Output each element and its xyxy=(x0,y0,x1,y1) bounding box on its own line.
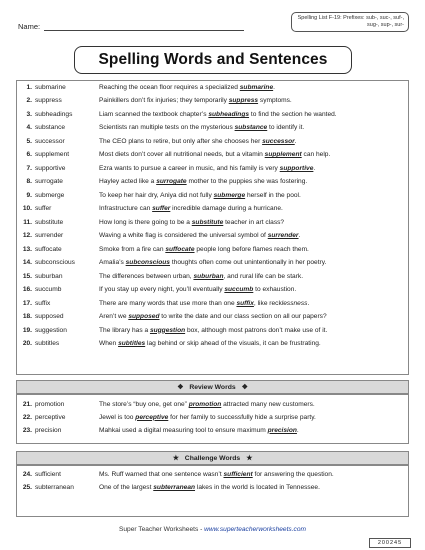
highlighted-word: suffer xyxy=(152,205,171,213)
example-sentence xyxy=(99,259,408,267)
sentence-text: lakes in the world is located in Tennessee. xyxy=(195,484,320,492)
example-sentence xyxy=(99,97,408,105)
word-number: 15. xyxy=(22,272,32,280)
word-row xyxy=(17,259,408,267)
example-sentence xyxy=(99,111,408,119)
highlighted-word: successor xyxy=(262,137,295,145)
word-number: 10. xyxy=(22,205,32,213)
sentence-text: The CEO plans to retire, but only after she chooses her xyxy=(99,137,263,145)
page-title: Spelling Words and Sentences xyxy=(98,51,328,68)
spelling-word: suffer xyxy=(35,205,52,213)
example-sentence xyxy=(99,151,408,159)
sentence-text: incredible damage during a hurricane. xyxy=(170,205,283,213)
spelling-word: suburban xyxy=(35,272,63,280)
example-sentence xyxy=(99,313,408,321)
word-row xyxy=(17,178,408,186)
word-row xyxy=(17,84,408,92)
spelling-word: succumb xyxy=(35,286,62,294)
sentence-text: people long before flames reach them. xyxy=(194,245,309,253)
example-sentence xyxy=(99,327,408,335)
italic-text: lessness xyxy=(281,299,308,307)
word-row xyxy=(17,192,408,200)
title-box xyxy=(74,46,352,74)
highlighted-word: precision xyxy=(267,426,297,434)
sentence-text: Ezra wants to pursue a career in music, and his family is very xyxy=(99,164,280,172)
word-number: 21. xyxy=(22,401,32,408)
word-number: 11. xyxy=(23,218,32,226)
highlighted-word: promotion xyxy=(188,401,222,408)
highlighted-word: subconscious xyxy=(125,259,170,267)
sentence-text: Aren’t we xyxy=(99,313,129,321)
sentence-text: . xyxy=(313,164,316,172)
highlighted-word: surrogate xyxy=(156,178,187,186)
challenge-words-heading: Challenge Words xyxy=(184,454,241,462)
spelling-list-box xyxy=(291,12,409,32)
sentence-text: Infrastructure can xyxy=(99,205,153,213)
word-row xyxy=(17,219,408,227)
highlighted-word: suffix xyxy=(236,299,254,307)
review-words-section xyxy=(16,394,409,444)
word-row xyxy=(17,111,408,119)
spelling-word: substance xyxy=(35,124,66,132)
sentence-text: to exhaustion. xyxy=(253,286,297,294)
sentence-text: Scientists ran multiple tests on the mysterious xyxy=(99,124,235,132)
spelling-word: supportive xyxy=(35,164,66,172)
spelling-word: substitute xyxy=(35,218,64,226)
word-row xyxy=(17,165,408,173)
spelling-list-line2: sug-, sup-, sur- xyxy=(367,22,404,28)
highlighted-word: surrender xyxy=(267,232,299,240)
word-row xyxy=(17,97,408,105)
example-sentence xyxy=(99,124,408,132)
highlighted-word: supplement xyxy=(264,151,302,159)
sentence-text: Reaching the ocean floor requires a specialized xyxy=(99,84,240,91)
worksheet-code: 200245 xyxy=(369,538,411,548)
word-row xyxy=(17,300,408,308)
highlighted-word: substitute xyxy=(191,218,224,226)
sentence-text: Amalia’s xyxy=(99,259,126,267)
diamond-icon: ❖ xyxy=(241,384,248,391)
sentence-text: attracted many new customers. xyxy=(221,401,315,408)
example-sentence xyxy=(99,286,408,294)
sentence-text: To keep her hair dry, Aniya did not fully xyxy=(99,191,214,199)
word-number: 14. xyxy=(22,259,32,267)
sentence-text: for answering the question. xyxy=(252,471,334,478)
sentence-text: The store’s “buy one, get one” xyxy=(99,401,189,408)
word-number: 8. xyxy=(26,178,32,186)
sentence-text: , and rural life can be stark. xyxy=(223,272,304,280)
example-sentence xyxy=(99,84,408,92)
word-row xyxy=(17,484,408,492)
word-number: 6. xyxy=(26,151,32,159)
example-sentence xyxy=(99,178,408,186)
sentence-text: . xyxy=(298,232,301,240)
example-sentence xyxy=(99,273,408,281)
spelling-word: sufficient xyxy=(35,471,61,478)
sentence-text: The library has a xyxy=(99,326,150,334)
word-number: 22. xyxy=(22,413,32,421)
spelling-word: subtitles xyxy=(35,340,60,348)
challenge-words-section xyxy=(16,465,409,517)
word-row xyxy=(17,273,408,281)
highlighted-word: subtitles xyxy=(118,340,146,348)
sentence-text: How long is there going to be a xyxy=(99,218,192,226)
example-sentence xyxy=(99,246,408,254)
word-number: 1. xyxy=(26,84,32,91)
sentence-text: thoughts often come out unintentionally in her poetry. xyxy=(169,259,327,267)
word-row xyxy=(17,401,408,409)
spelling-word: supplement xyxy=(35,151,70,159)
highlighted-word: supportive xyxy=(279,164,314,172)
sentence-text: lag behind or skip ahead of the visuals, it can be frustrating. xyxy=(145,340,321,348)
sentence-text: When xyxy=(99,340,119,348)
word-number: 20. xyxy=(22,340,32,348)
example-sentence xyxy=(99,300,408,308)
word-row xyxy=(17,138,408,146)
spelling-word: supposed xyxy=(35,313,64,321)
word-row xyxy=(17,205,408,213)
sentence-text: , like reck xyxy=(253,299,282,307)
word-number: 7. xyxy=(26,164,32,172)
word-row xyxy=(17,286,408,294)
sentence-text: If you stay up every night, you’ll eventually xyxy=(99,286,225,294)
spelling-word: perceptive xyxy=(35,413,66,421)
spelling-list-line1: Spelling List F-19: Prefixes: sub-, suc-, suf-, xyxy=(297,15,404,21)
spelling-word: subterranean xyxy=(35,484,74,492)
sentence-text: . xyxy=(294,137,297,145)
word-number: 16. xyxy=(22,286,32,294)
highlighted-word: suppress xyxy=(228,97,259,105)
review-words-banner xyxy=(16,380,409,394)
word-row xyxy=(17,246,408,254)
word-row xyxy=(17,327,408,335)
highlighted-word: suggestion xyxy=(149,326,186,334)
review-words-heading: Review Words xyxy=(189,383,236,391)
sentence-text: One of the largest xyxy=(99,484,154,492)
example-sentence xyxy=(99,414,408,422)
example-sentence xyxy=(99,219,408,227)
star-icon: ★ xyxy=(246,455,253,462)
spelling-word: suffocate xyxy=(35,245,62,253)
sentence-text: box, although most patrons don’t make use of it. xyxy=(185,326,328,334)
main-words-section xyxy=(16,80,409,375)
example-sentence xyxy=(99,138,408,146)
word-number: 19. xyxy=(22,326,32,334)
word-row xyxy=(17,151,408,159)
star-icon: ★ xyxy=(172,455,179,462)
word-row xyxy=(17,313,408,321)
word-row xyxy=(17,232,408,240)
example-sentence xyxy=(99,401,408,409)
example-sentence xyxy=(99,471,408,479)
sentence-text: to write the date and our class section on all our papers? xyxy=(159,313,327,321)
challenge-words-banner xyxy=(16,451,409,465)
name-field-row xyxy=(18,22,244,31)
word-row xyxy=(17,414,408,422)
word-number: 13. xyxy=(22,245,32,253)
word-row xyxy=(17,340,408,348)
word-row xyxy=(17,124,408,132)
highlighted-word: supposed xyxy=(128,313,160,321)
name-label: Name: xyxy=(18,22,41,31)
footer-link[interactable]: www.superteacherworksheets.com xyxy=(204,526,307,533)
sentence-text: Liam scanned the textbook chapter’s xyxy=(99,110,209,118)
spelling-word: subconscious xyxy=(35,259,75,267)
sentence-text: Smoke from a fire can xyxy=(99,245,166,253)
highlighted-word: subheadings xyxy=(208,110,250,118)
sentence-text: herself in the pool. xyxy=(245,191,301,199)
word-number: 18. xyxy=(22,313,32,321)
word-number: 24. xyxy=(22,471,32,478)
example-sentence xyxy=(99,165,408,173)
spelling-word: surrogate xyxy=(35,178,63,186)
word-number: 3. xyxy=(26,110,32,118)
name-line[interactable] xyxy=(44,22,244,31)
example-sentence xyxy=(99,192,408,200)
word-number: 23. xyxy=(22,426,32,434)
sentence-text: to identify it. xyxy=(267,124,305,132)
spelling-word: successor xyxy=(35,137,65,145)
sentence-text: The differences between urban, xyxy=(99,272,194,280)
sentence-text: Most diets don’t cover all nutritional needs, but a vitamin xyxy=(99,151,265,159)
highlighted-word: sufficient xyxy=(223,471,253,478)
word-row xyxy=(17,471,408,479)
highlighted-word: suffocate xyxy=(165,245,195,253)
sentence-text: mother to the puppies she was fostering. xyxy=(186,178,308,186)
highlighted-word: substance xyxy=(234,124,268,132)
spelling-word: precision xyxy=(35,426,62,434)
highlighted-word: suburban xyxy=(193,272,224,280)
highlighted-word: perceptive xyxy=(135,413,169,421)
diamond-icon: ❖ xyxy=(177,384,184,391)
word-number: 12. xyxy=(22,232,32,240)
sentence-text: Mahkai used a digital measuring tool to ensure maximum xyxy=(99,426,268,434)
example-sentence xyxy=(99,232,408,240)
spelling-word: subheadings xyxy=(35,110,73,118)
word-number: 5. xyxy=(26,137,32,145)
word-number: 25. xyxy=(22,484,32,492)
word-number: 9. xyxy=(26,191,32,199)
sentence-text: to find the section he wanted. xyxy=(249,110,337,118)
example-sentence xyxy=(99,205,408,213)
footer-text: Super Teacher Worksheets - xyxy=(118,526,205,533)
highlighted-word: succumb xyxy=(224,286,254,294)
footer xyxy=(0,526,425,533)
sentence-text: Jewel is too xyxy=(99,413,136,421)
sentence-text: . xyxy=(296,426,299,434)
sentence-text: can help. xyxy=(301,151,331,159)
highlighted-word: submerge xyxy=(213,191,246,199)
sentence-text: for her family to successfully hide a surprise party. xyxy=(168,413,316,421)
spelling-word: submarine xyxy=(35,84,66,91)
word-number: 2. xyxy=(26,97,32,105)
word-number: 4. xyxy=(26,124,32,132)
sentence-text: symptoms. xyxy=(258,97,292,105)
example-sentence xyxy=(99,340,408,348)
spelling-word: suggestion xyxy=(35,326,67,334)
spelling-word: promotion xyxy=(35,401,65,408)
word-row xyxy=(17,427,408,435)
sentence-text: Ms. Ruff warned that one sentence wasn’t xyxy=(99,471,224,478)
spelling-word: surrender xyxy=(35,232,64,240)
sentence-text: Waving a white flag is considered the universal symbol of xyxy=(99,232,268,240)
example-sentence xyxy=(99,484,408,492)
spelling-word: suffix xyxy=(35,299,51,307)
sentence-text: Hayley acted like a xyxy=(99,178,157,186)
spelling-word: submerge xyxy=(35,191,65,199)
sentence-text: . xyxy=(273,84,275,91)
example-sentence xyxy=(99,427,408,435)
highlighted-word: subterranean xyxy=(153,484,196,492)
spelling-word: suppress xyxy=(35,97,62,105)
sentence-text: Painkillers don’t fix injuries; they temporarily xyxy=(99,97,229,105)
word-number: 17. xyxy=(22,299,32,307)
highlighted-word: submarine xyxy=(239,84,274,91)
sentence-text: There are many words that use more than one xyxy=(99,299,237,307)
sentence-text: . xyxy=(307,299,310,307)
sentence-text: teacher in art class? xyxy=(223,218,285,226)
